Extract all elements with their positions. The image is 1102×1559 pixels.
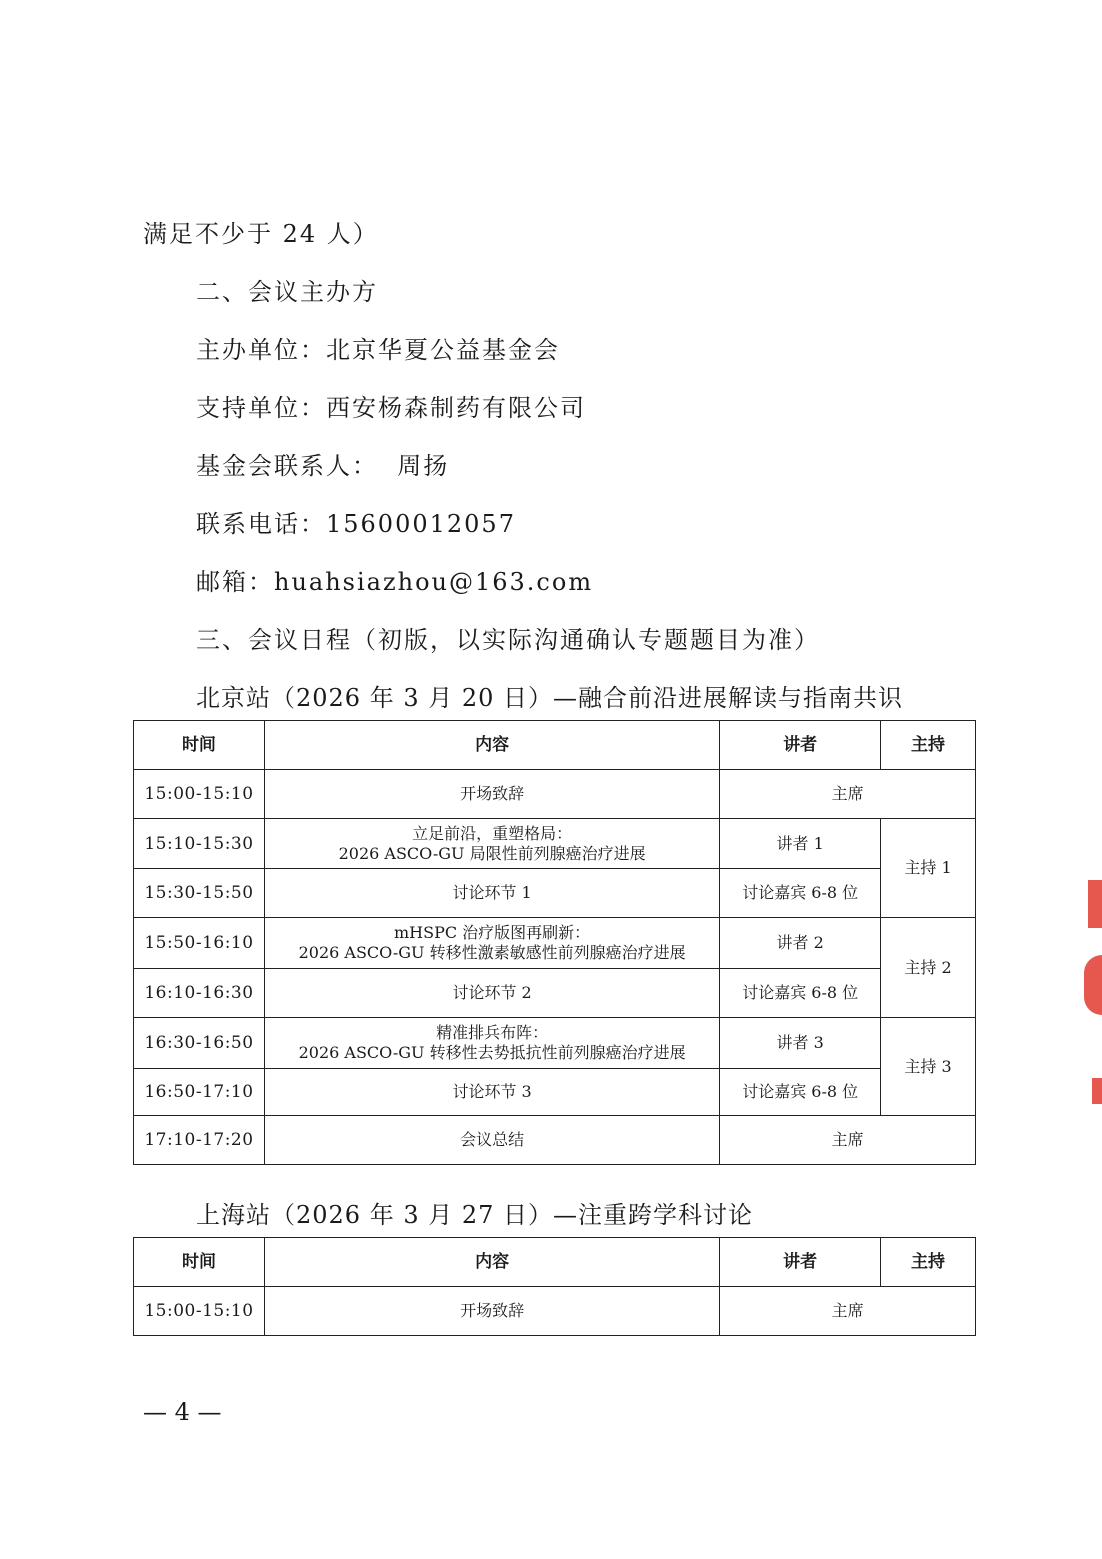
phone-line: 联系电话：15600012057 — [196, 510, 516, 538]
row-content — [264, 1018, 719, 1069]
row-speaker: 讨论嘉宾 6-8 位 — [720, 869, 881, 918]
table-row — [134, 1116, 976, 1165]
table-row — [134, 1018, 976, 1069]
row-content-line2: 2026 ASCO-GU 转移性去势抵抗性前列腺癌治疗进展 — [298, 1043, 686, 1062]
row-content-line2: 2026 ASCO-GU 局限性前列腺癌治疗进展 — [338, 843, 646, 863]
seal-fragment-bottom — [1092, 1078, 1102, 1104]
seal-fragment-top — [1088, 880, 1102, 928]
header-content: 内容 — [264, 721, 719, 770]
row-content-line1: mHSPC 治疗版图再刷新： — [394, 923, 591, 942]
row-speaker: 讲者 2 — [720, 918, 881, 969]
shanghai-schedule-table — [133, 1237, 976, 1336]
row-content: 讨论环节 3 — [264, 1069, 719, 1116]
table-row — [134, 1069, 976, 1116]
paragraph-continuation: 满足不少于 24 人） — [143, 220, 379, 248]
table-row — [134, 770, 976, 819]
row-speaker: 主席 — [720, 1287, 976, 1336]
row-content: 会议总结 — [264, 1116, 719, 1165]
header-content: 内容 — [264, 1238, 719, 1287]
row-content-line1: 立足前沿，重塑格局： — [412, 823, 573, 843]
row-content: 开场致辞 — [264, 770, 719, 819]
table-header-row — [134, 1238, 976, 1287]
beijing-schedule-table — [133, 720, 976, 1165]
row-speaker: 讨论嘉宾 6-8 位 — [720, 969, 881, 1018]
section-heading-schedule: 三、会议日程（初版，以实际沟通确认专题题目为准） — [196, 626, 820, 654]
header-host: 主持 — [881, 1238, 976, 1287]
row-time: 16:30-16:50 — [134, 1018, 265, 1069]
row-host: 主持 3 — [881, 1018, 976, 1116]
row-content: 讨论环节 1 — [264, 869, 719, 918]
page-number: — 4 — — [143, 1398, 222, 1426]
organizer-line: 主办单位：北京华夏公益基金会 — [196, 336, 560, 364]
table-row — [134, 819, 976, 869]
row-time: 15:00-15:10 — [134, 770, 265, 819]
row-time: 15:50-16:10 — [134, 918, 265, 969]
header-time: 时间 — [134, 721, 265, 770]
email-line: 邮箱：huahsiazhou@163.com — [196, 568, 594, 596]
row-speaker: 讲者 1 — [720, 819, 881, 869]
seal-fragment-middle — [1084, 955, 1102, 1015]
table-row — [134, 918, 976, 969]
row-speaker: 讲者 3 — [720, 1018, 881, 1069]
row-time: 15:10-15:30 — [134, 819, 265, 869]
row-content — [264, 918, 719, 969]
row-speaker: 主席 — [720, 770, 976, 819]
row-time: 15:30-15:50 — [134, 869, 265, 918]
row-speaker: 主席 — [720, 1116, 976, 1165]
row-speaker: 讨论嘉宾 6-8 位 — [720, 1069, 881, 1116]
header-speaker: 讲者 — [720, 1238, 881, 1287]
table-row — [134, 969, 976, 1018]
beijing-title: 北京站（2026 年 3 月 20 日）—融合前沿进展解读与指南共识 — [196, 684, 904, 712]
row-content-line2: 2026 ASCO-GU 转移性激素敏感性前列腺癌治疗进展 — [298, 943, 686, 962]
row-content: 开场致辞 — [264, 1287, 719, 1336]
table-header-row — [134, 721, 976, 770]
header-speaker: 讲者 — [720, 721, 881, 770]
row-time: 16:50-17:10 — [134, 1069, 265, 1116]
shanghai-title: 上海站（2026 年 3 月 27 日）—注重跨学科讨论 — [196, 1201, 754, 1229]
table-row — [134, 1287, 976, 1336]
supporter-line: 支持单位：西安杨森制药有限公司 — [196, 394, 586, 422]
header-time: 时间 — [134, 1238, 265, 1287]
row-time: 15:00-15:10 — [134, 1287, 265, 1336]
contact-person-line: 基金会联系人： 周扬 — [196, 452, 450, 480]
table-row — [134, 869, 976, 918]
row-host: 主持 1 — [881, 819, 976, 918]
row-time: 17:10-17:20 — [134, 1116, 265, 1165]
row-content-line1: 精准排兵布阵： — [436, 1023, 549, 1042]
section-heading-organizer: 二、会议主办方 — [196, 278, 378, 306]
row-content: 讨论环节 2 — [264, 969, 719, 1018]
row-time: 16:10-16:30 — [134, 969, 265, 1018]
row-content — [264, 819, 719, 869]
row-host: 主持 2 — [881, 918, 976, 1018]
header-host: 主持 — [881, 721, 976, 770]
